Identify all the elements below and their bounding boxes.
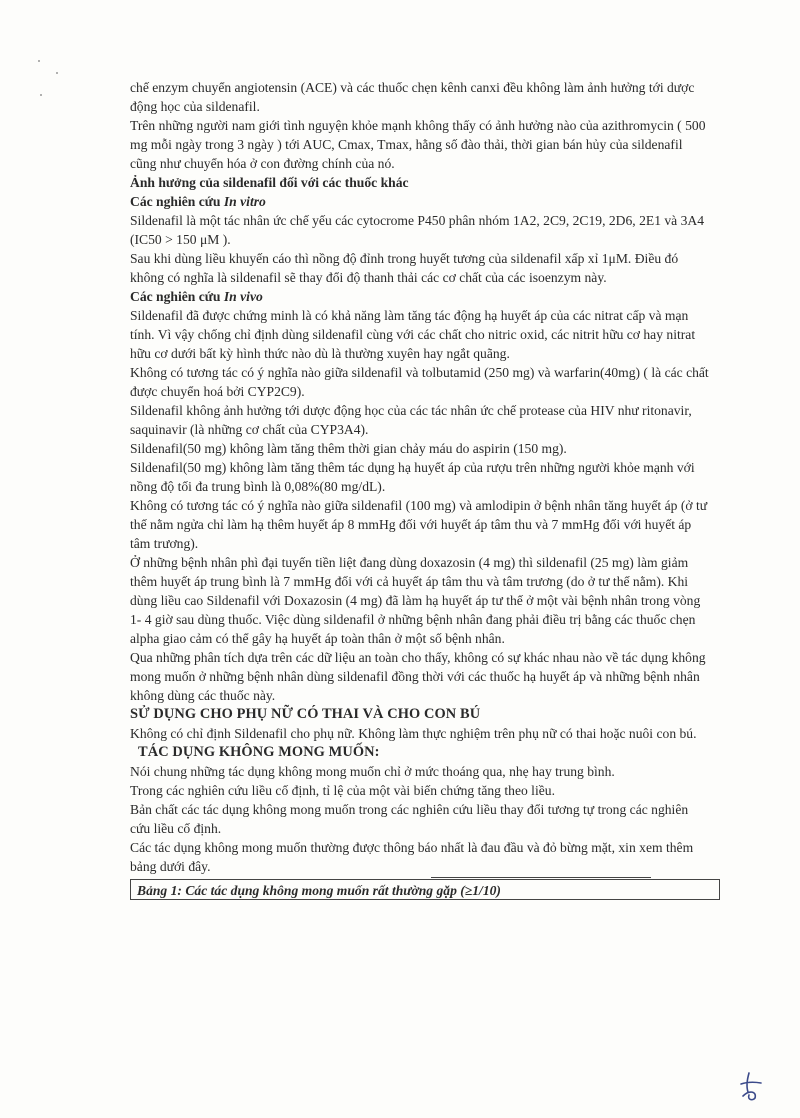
section-heading-effects: Ảnh hưởng của sildenafil đối với các thuốc khác [130, 175, 409, 190]
scan-speck [38, 60, 40, 62]
document-page [130, 78, 710, 900]
subheading-text: Các nghiên cứu [130, 194, 224, 209]
paragraph: Sildenafil(50 mg) không làm tăng thêm tác dụng hạ huyết áp của rượu trên những người khỏe mạnh với nồng độ tối đa trung bình là 0,08%(80 mg/dL). [130, 460, 695, 494]
paragraph: Sildenafil(50 mg) không làm tăng thêm thời gian chảy máu do aspirin (150 mg). [130, 441, 567, 456]
scan-speck [56, 72, 58, 74]
paragraph: Qua những phân tích dựa trên các dữ liệu an toàn cho thấy, không có sự khác nhau nào về tác dụng không mong muốn ở những bệnh nhân dùng sildenafil đồng thời với các thuốc hạ huyết áp và những bệnh nhân không dùng các thuốc này. [130, 650, 706, 703]
paragraph: Sau khi dùng liều khuyến cáo thì nồng độ đỉnh trong huyết tương của sildenafil xấp xỉ 1μM. Điều đó không có nghĩa là sildenafil sẽ thay đổi độ thanh thải các cơ chất của các isoenzym này. [130, 251, 679, 285]
paragraph: Trong các nghiên cứu liều cố định, tỉ lệ của một vài biến chứng tăng theo liều. [130, 783, 555, 798]
table-caption-box [130, 879, 720, 900]
paragraph: Không có chỉ định Sildenafil cho phụ nữ. Không làm thực nghiệm trên phụ nữ có thai hoặc nuôi con bú. [130, 726, 697, 741]
paragraph: Ở những bệnh nhân phì đại tuyến tiền liệt đang dùng doxazosin (4 mg) thì sildenafil (25 mg) làm giảm thêm huyết áp trung bình là 7 mmHg đối với cả huyết áp tâm thu và tâm trương (do ở tư thế nằm). Khi dùng liều cao Sildenafil với Doxazosin (4 mg) đã làm hạ huyết áp tư thế ở một vài bệnh nhân trong vòng 1- 4 giờ sau dùng thuốc. Việc dùng sildenafil ở những bệnh nhân đang phải điều trị bằng các thuốc chẹn alpha giao cảm có thể gây hạ huyết áp toàn thân ở một số bệnh nhân. [130, 555, 701, 646]
scan-speck [40, 94, 42, 96]
paragraph: Các tác dụng không mong muốn thường được thông báo nhất là đau đầu và đỏ bừng mặt, xin xem thêm bảng dưới đây. [130, 840, 694, 874]
signature-mark-icon [737, 1070, 767, 1102]
paragraph: Nói chung những tác dụng không mong muốn chỉ ở mức thoáng qua, nhẹ hay trung bình. [130, 764, 615, 779]
paragraph: Không có tương tác có ý nghĩa nào giữa sildenafil và tolbutamid (250 mg) và warfarin(40mg) ( là các chất được chuyển hoá bởi CYP2C9). [130, 365, 709, 399]
paragraph: Sildenafil không ảnh hưởng tới dược động học của các tác nhân ức chế protease của HIV như ritonavir, saquinavir (là những cơ chất của CYP3A4). [130, 403, 692, 437]
subheading-emphasis: In vivo [223, 289, 263, 304]
paragraph: Bản chất các tác dụng không mong muốn trong các nghiên cứu liều thay đổi tương tự trong các nghiên cứu liều cố định. [130, 802, 689, 836]
section-heading-pregnancy: SỬ DỤNG CHO PHỤ NỮ CÓ THAI VÀ CHO CON BÚ [130, 706, 481, 722]
paragraph: chế enzym chuyển angiotensin (ACE) và các thuốc chẹn kênh canxi đều không làm ảnh hưởng tới dược động học của sildenafil. [130, 80, 695, 114]
section-heading-adverse-effects: TÁC DỤNG KHÔNG MONG MUỐN: [138, 744, 380, 760]
subheading-emphasis: In vitro [223, 194, 266, 209]
paragraph: Không có tương tác có ý nghĩa nào giữa sildenafil (100 mg) và amlodipin ở bệnh nhân tăng huyết áp (ở tư thế nằm ngửa chỉ làm hạ thêm huyết áp 8 mmHg đối với huyết áp tâm thu và 7 mmHg đối với huyết áp tâm trương). [130, 498, 708, 551]
subheading-text: Các nghiên cứu [130, 289, 224, 304]
subheading-in-vivo [130, 287, 710, 306]
paragraph: Trên những người nam giới tình nguyện khỏe mạnh không thấy có ảnh hưởng nào của azithromycin ( 500 mg mỗi ngày trong 3 ngày ) tới AUC, Cmax, Tmax, hằng số đào thải, thời gian bán hủy của sildenafil cũng như chuyển hóa ở con đường chính của nó. [130, 118, 706, 171]
subheading-in-vitro [130, 192, 710, 211]
table-top-rule [431, 877, 651, 878]
table-caption: Bảng 1: Các tác dụng không mong muốn rất thường gặp (≥1/10) [137, 883, 501, 898]
paragraph: Sildenafil là một tác nhân ức chế yếu các cytocrome P450 phân nhóm 1A2, 2C9, 2C19, 2D6, 2E1 và 3A4 (IC50 > 150 μM ). [130, 213, 705, 247]
paragraph: Sildenafil đã được chứng minh là có khả năng làm tăng tác động hạ huyết áp của các nitrat cấp và mạn tính. Vì vậy chống chỉ định dùng sildenafil cùng với các chất cho nitric oxid, các nitrit hữu cơ hay nitrat hữu cơ dưới bất kỳ hình thức nào dù là thường xuyên hay ngắt quãng. [130, 308, 696, 361]
